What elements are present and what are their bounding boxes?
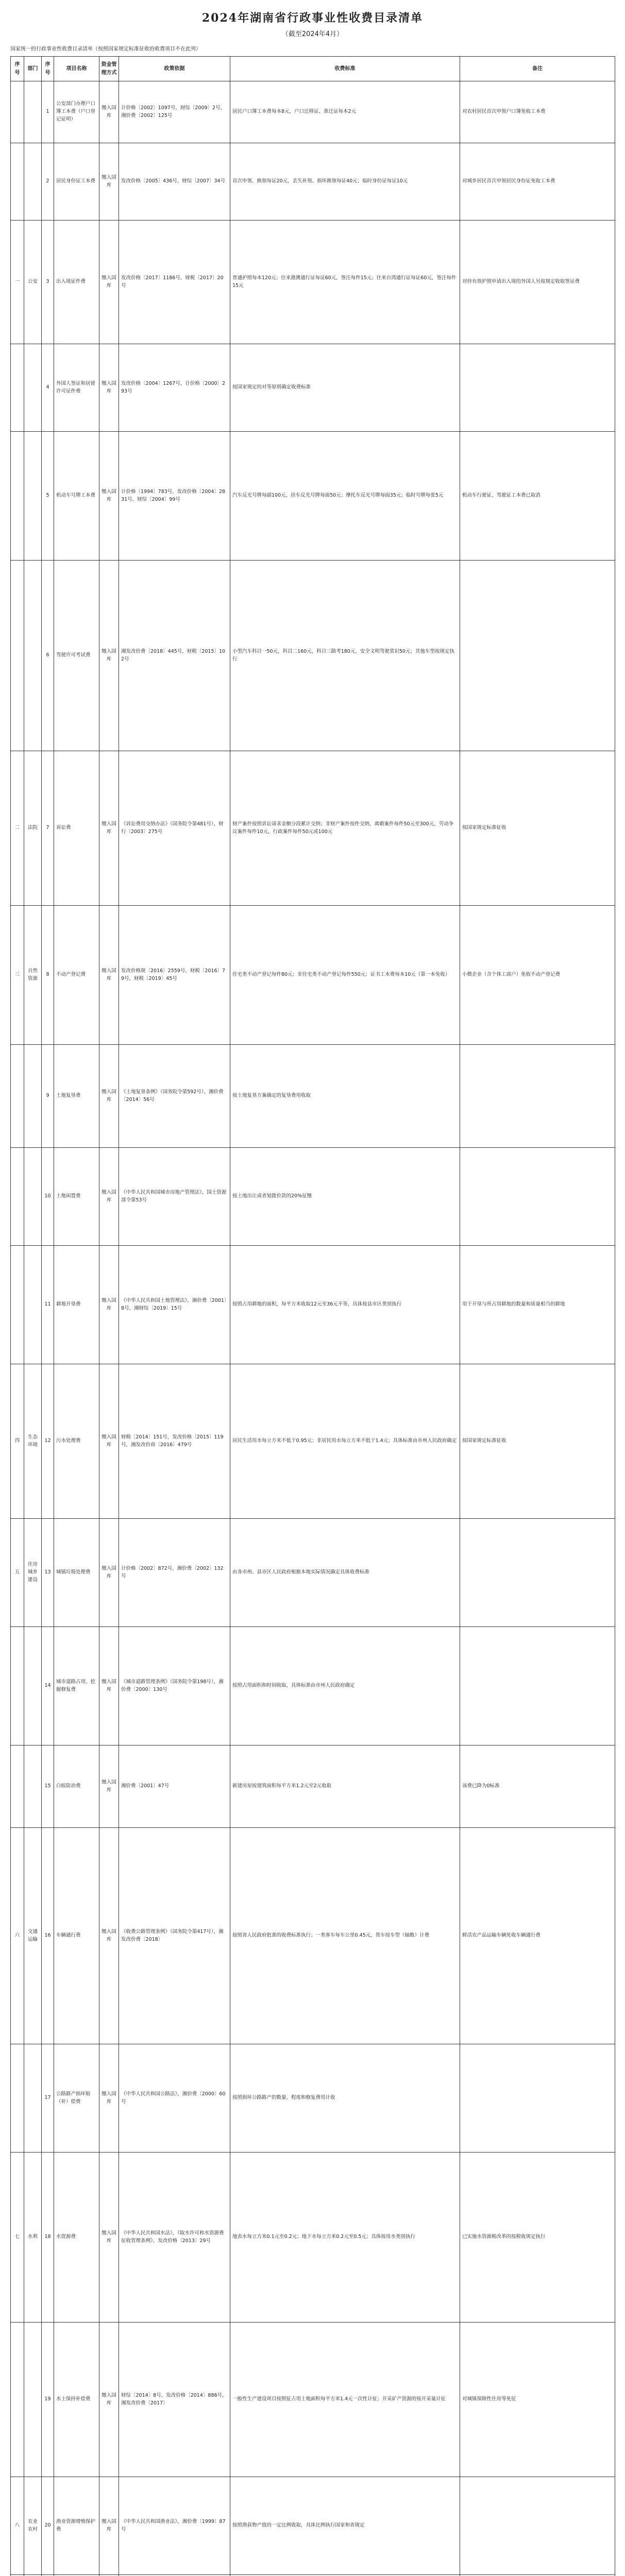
item-number-cell: 20 [42,2477,54,2575]
table-row [11,1246,615,1364]
department-cell: 自然资源 [24,906,42,1045]
table-row [11,751,615,906]
item-name-cell: 土地复垦费 [54,1045,99,1148]
department-cell [24,1745,42,1828]
item-number-cell: 18 [42,2153,54,2323]
row-number-cell [11,1627,24,1745]
department-cell [24,1148,42,1246]
header-dept: 部门 [24,57,42,81]
policy-basis-cell: 《中华人民共和国公路法》，湘价费〔2000〕60号 [119,2044,230,2153]
table-row [11,344,615,432]
policy-basis-cell: 发改价格〔2004〕1267号，计价格〔2000〕293号 [119,344,230,432]
policy-basis-cell: 《诉讼费用交纳办法》（国务院令第481号），财行〔2003〕275号 [119,751,230,906]
policy-basis-cell: 《土地复垦条例》（国务院令第592号），湘价费〔2014〕56号 [119,1045,230,1148]
row-number-cell: 七 [11,2153,24,2323]
item-number-cell: 15 [42,1745,54,1828]
table-row [11,906,615,1045]
fund-management-cell: 缴入国库 [99,143,119,221]
row-number-cell: 四 [11,1364,24,1519]
fee-standard-cell: 地表水每立方米0.1元至0.2元；地下水每立方米0.2元至0.5元；具体按用水类别执行 [230,2153,460,2323]
item-number-cell: 14 [42,1627,54,1745]
policy-basis-cell: 《中华人民共和国水法》，《取水许可和水资源费征收管理条例》，发改价格〔2013〕29号 [119,2153,230,2323]
table-row [11,2044,615,2153]
remark-cell [460,561,615,751]
remark-cell [460,344,615,432]
item-name-cell: 外国人签证和居留许可证件费 [54,344,99,432]
header-remark: 备注 [460,57,615,81]
fund-management-cell: 缴入国库 [99,2153,119,2323]
remark-cell: 已实施水资源税改革的按税收规定执行 [460,2153,615,2323]
department-cell [24,81,42,143]
item-name-cell: 耕地开垦费 [54,1246,99,1364]
fee-standard-cell: 按国家规定的对等原则确定收费标准 [230,344,460,432]
table-row [11,1045,615,1148]
remark-cell: 用于开垦与所占用耕地的数量和质量相当的耕地 [460,1246,615,1364]
policy-basis-cell: 《中华人民共和国渔业法》，湘价费〔1999〕87号 [119,2477,230,2575]
document-note: 国家统一的行政事业性收费目录清单（按照国家规定标准征收的收费项目不在此列） [10,46,201,52]
row-number-cell [11,1745,24,1828]
department-cell [24,1045,42,1148]
item-number-cell: 13 [42,1519,54,1627]
policy-basis-cell: 计价格〔1994〕783号，发改价格〔2004〕2831号，财综〔2004〕99号 [119,432,230,561]
fee-standard-cell: 居民户口簿工本费每本8元，户口迁移证、准迁证每本2元 [230,81,460,143]
table-row [11,1519,615,1627]
item-number-cell: 12 [42,1364,54,1519]
item-number-cell: 6 [42,561,54,751]
item-name-cell: 居民身份证工本费 [54,143,99,221]
row-number-cell [11,1148,24,1246]
fee-standard-cell: 由各市州、县市区人民政府根据本地实际情况确定具体收费标准 [230,1519,460,1627]
fund-management-cell: 缴入国库 [99,1627,119,1745]
fund-management-cell: 缴入国库 [99,1148,119,1246]
table-row [11,1364,615,1519]
fund-management-cell: 缴入国库 [99,1045,119,1148]
fund-management-cell: 缴入国库 [99,906,119,1045]
item-name-cell: 污水处理费 [54,1364,99,1519]
item-name-cell: 渔业资源增殖保护费 [54,2477,99,2575]
item-number-cell: 10 [42,1148,54,1246]
fee-standard-cell: 按照占用耕地的面积，每平方米收取12元至36元不等，具体按县市区类别执行 [230,1246,460,1364]
remark-cell: 该费已降为0标准 [460,1745,615,1828]
item-name-cell: 水土保持补偿费 [54,2323,99,2477]
fee-standard-cell: 按照渔获物产值的一定比例收取，具体比例执行国家和省规定 [230,2477,460,2575]
remark-cell: 按国家规定标准征收 [460,751,615,906]
item-name-cell: 公路路产损坏赔（补）偿费 [54,2044,99,2153]
fee-standard-cell: 一般性生产建设项目按照征占用土地面积每平方米1.4元一次性计征；开采矿产资源的按开采量计征 [230,2323,460,2477]
fee-standard-cell: 按照损坏公路路产的数量、程度和修复费用计收 [230,2044,460,2153]
item-name-cell: 驾驶许可考试费 [54,561,99,751]
table-row [11,432,615,561]
row-number-cell: 一 [11,221,24,344]
department-cell [24,2323,42,2477]
header-sub-no: 序号 [42,57,54,81]
policy-basis-cell: 发改价格〔2017〕1186号，财税〔2017〕20号 [119,221,230,344]
remark-cell [460,2044,615,2153]
table-row [11,221,615,344]
department-cell [24,1627,42,1745]
policy-basis-cell: 财综〔2014〕8号，发改价格〔2014〕886号，湘发改价费〔2017〕 [119,2323,230,2477]
fee-standard-cell: 首次申领、换领每证20元，丢失补领、损坏换领每证40元；临时身份证每证10元 [230,143,460,221]
department-cell: 公安 [24,221,42,344]
fee-table [10,56,615,2576]
fund-management-cell: 缴入国库 [99,81,119,143]
department-cell: 交通运输 [24,1828,42,2044]
policy-basis-cell: 湘价费〔2001〕47号 [119,1745,230,1828]
department-cell [24,432,42,561]
department-cell [24,1246,42,1364]
item-number-cell: 8 [42,906,54,1045]
header-fund-type: 资金管理方式 [99,57,119,81]
header-standard: 收费标准 [230,57,460,81]
header-no: 序号 [11,57,24,81]
item-number-cell: 7 [42,751,54,906]
fee-standard-cell: 普通护照每本120元；往来港澳通行证每证60元，签注每件15元；往来台湾通行证每证60元，签注每件15元 [230,221,460,344]
row-number-cell [11,81,24,143]
policy-basis-cell: 《中华人民共和国土地管理法》，湘价费〔2001〕8号，湘财综〔2019〕15号 [119,1246,230,1364]
item-name-cell: 诉讼费 [54,751,99,906]
fund-management-cell: 缴入国库 [99,432,119,561]
fee-table-body [11,81,615,2576]
department-cell [24,344,42,432]
fund-management-cell: 缴入国库 [99,1745,119,1828]
policy-basis-cell: 湘发改价费〔2018〕445号，财税〔2015〕102号 [119,561,230,751]
fee-standard-cell: 按土地出让或者划拨价款的20%征缴 [230,1148,460,1246]
item-number-cell: 4 [42,344,54,432]
fund-management-cell: 缴入国库 [99,2044,119,2153]
fund-management-cell: 缴入国库 [99,221,119,344]
item-number-cell: 17 [42,2044,54,2153]
remark-cell: 机动车行驶证、驾驶证工本费已取消 [460,432,615,561]
header-basis: 政策依据 [119,57,230,81]
department-cell: 住房城乡建设 [24,1519,42,1627]
policy-basis-cell: 发改价格〔2005〕436号，财综〔2007〕34号 [119,143,230,221]
department-cell: 法院 [24,751,42,906]
item-name-cell: 公安部门办理户口簿工本费（户口登记证明） [54,81,99,143]
table-row [11,81,615,143]
item-number-cell: 19 [42,2323,54,2477]
row-number-cell [11,143,24,221]
remark-cell: 对农村居民首次申领户口簿免收工本费 [460,81,615,143]
fee-standard-cell: 住宅类不动产登记每件80元；非住宅类不动产登记每件550元；证书工本费每本10元（第一本免收） [230,906,460,1045]
fund-management-cell: 缴入国库 [99,751,119,906]
remark-cell: 小微企业（含个体工商户）免收不动产登记费 [460,906,615,1045]
fee-standard-cell: 新建房屋按建筑面积每平方米1.2元至2元收取 [230,1745,460,1828]
table-row [11,1627,615,1745]
item-name-cell: 城镇垃圾处理费 [54,1519,99,1627]
table-row [11,1828,615,2044]
remark-cell [460,1148,615,1246]
item-name-cell: 出入境证件费 [54,221,99,344]
item-number-cell: 3 [42,221,54,344]
item-number-cell: 2 [42,143,54,221]
item-number-cell: 16 [42,1828,54,2044]
item-name-cell: 城市道路占用、挖掘修复费 [54,1627,99,1745]
policy-basis-cell: 计价格〔2002〕872号，湘价费〔2002〕132号 [119,1519,230,1627]
row-number-cell [11,432,24,561]
department-cell: 农业农村 [24,2477,42,2575]
department-cell [24,2044,42,2153]
fund-management-cell: 缴入国库 [99,2477,119,2575]
policy-basis-cell: 《城市道路管理条例》（国务院令第198号），湘价费〔2000〕130号 [119,1627,230,1745]
table-row [11,1745,615,1828]
department-cell [24,143,42,221]
fund-management-cell: 缴入国库 [99,1828,119,2044]
item-name-cell: 土地闲置费 [54,1148,99,1246]
document-subtitle: （截至2024年4月） [281,30,344,38]
item-name-cell: 水资源费 [54,2153,99,2323]
row-number-cell: 三 [11,906,24,1045]
remark-cell [460,1519,615,1627]
fee-standard-cell: 按照省人民政府批准的收费标准执行；一类客车每车公里0.45元，货车按车型（轴数）计费 [230,1828,460,2044]
policy-basis-cell: 《中华人民共和国城市房地产管理法》，国土资源部令第53号 [119,1148,230,1246]
item-name-cell: 机动车号牌工本费 [54,432,99,561]
document-title: 2024年湖南省行政事业性收费目录清单 [201,11,424,25]
item-number-cell: 5 [42,432,54,561]
remark-cell: 对城乡居民首次申领居民身份证免收工本费 [460,143,615,221]
item-number-cell: 9 [42,1045,54,1148]
fee-standard-cell: 居民生活用水每立方米不低于0.95元；非居民用水每立方米不低于1.4元；具体标准由市州人民政府确定 [230,1364,460,1519]
fee-standard-cell: 财产案件按照诉讼请求金额分段累计交纳；非财产案件按件交纳，离婚案件每件50元至300元，劳动争议案件每件10元，行政案件每件50元或100元 [230,751,460,906]
department-cell: 水利 [24,2153,42,2323]
row-number-cell: 二 [11,751,24,906]
remark-cell [460,2477,615,2575]
table-row [11,2477,615,2575]
table-row [11,143,615,221]
remark-cell: 鲜活农产品运输车辆免收车辆通行费 [460,1828,615,2044]
remark-cell [460,1045,615,1148]
row-number-cell [11,2044,24,2153]
remark-cell [460,1627,615,1745]
table-row [11,1148,615,1246]
policy-basis-cell: 计价格〔2002〕1097号，财综〔2009〕2号，湘价费〔2002〕125号 [119,81,230,143]
fee-standard-cell: 汽车反光号牌每副100元，挂车反光号牌每面50元；摩托车反光号牌每面35元；临时号牌每张5元 [230,432,460,561]
item-name-cell: 不动产登记费 [54,906,99,1045]
row-number-cell [11,344,24,432]
remark-cell: 对持有效护照申请出入境的外国人另按规定收取签证费 [460,221,615,344]
table-row [11,2323,615,2477]
row-number-cell: 五 [11,1519,24,1627]
fee-standard-cell: 按土地复垦方案确定的复垦费用收取 [230,1045,460,1148]
fund-management-cell: 缴入国库 [99,344,119,432]
item-number-cell: 1 [42,81,54,143]
fund-management-cell: 缴入国库 [99,1364,119,1519]
table-header-row [11,57,615,81]
row-number-cell [11,561,24,751]
policy-basis-cell: 发改价格规〔2016〕2559号，财税〔2016〕79号，财税〔2019〕45号 [119,906,230,1045]
fund-management-cell: 缴入国库 [99,2323,119,2477]
item-name-cell: 白蚁防治费 [54,1745,99,1828]
department-cell [24,561,42,751]
department-cell: 生态环境 [24,1364,42,1519]
fee-standard-cell: 小型汽车科目一50元，科目二160元，科目三路考180元、安全文明驾驶常识50元；其他车型按规定执行 [230,561,460,751]
fund-management-cell: 缴入国库 [99,561,119,751]
fund-management-cell: 缴入国库 [99,1246,119,1364]
row-number-cell [11,2323,24,2477]
row-number-cell [11,1246,24,1364]
table-row [11,561,615,751]
table-row [11,2153,615,2323]
remark-cell: 对城镇保障性住房等免征 [460,2323,615,2477]
row-number-cell: 六 [11,1828,24,2044]
header-item: 项目名称 [54,57,99,81]
policy-basis-cell: 财税〔2014〕151号，发改价格〔2015〕119号，湘发改价商〔2016〕479号 [119,1364,230,1519]
row-number-cell [11,1045,24,1148]
item-name-cell: 车辆通行费 [54,1828,99,2044]
row-number-cell: 八 [11,2477,24,2575]
fee-standard-cell: 按照占用面积和时间收取，具体标准由市州人民政府确定 [230,1627,460,1745]
item-number-cell: 11 [42,1246,54,1364]
remark-cell: 按国家规定标准征收 [460,1364,615,1519]
fund-management-cell: 缴入国库 [99,1519,119,1627]
policy-basis-cell: 《收费公路管理条例》（国务院令第417号），湘发改价费〔2018〕 [119,1828,230,2044]
